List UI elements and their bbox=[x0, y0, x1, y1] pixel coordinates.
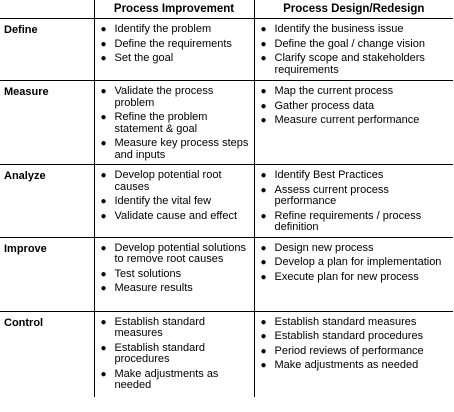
list-item-text: Map the current process bbox=[274, 85, 394, 97]
list-item-text: Develop potential solutions to remove root causes bbox=[114, 241, 246, 265]
list-item-text: Validate cause and effect bbox=[114, 209, 238, 222]
list-item bbox=[95, 196, 254, 208]
bullet-icon: ● bbox=[260, 100, 267, 112]
process-design-cell bbox=[254, 237, 453, 311]
list-item-text: Establish standard measures bbox=[274, 315, 417, 328]
bullet-icon: ● bbox=[260, 271, 267, 283]
bullet-list bbox=[255, 24, 454, 76]
list-item bbox=[255, 24, 454, 36]
bullet-list bbox=[255, 243, 454, 284]
bullet-icon: ● bbox=[100, 196, 107, 207]
list-item-text: Measure current performance bbox=[274, 114, 420, 126]
phase-label: Measure bbox=[0, 81, 94, 165]
list-item-text: Set the goal bbox=[114, 52, 174, 64]
bullet-icon: ● bbox=[260, 53, 267, 64]
process-improvement-cell bbox=[94, 81, 254, 165]
list-item-text: Establish standard procedures bbox=[274, 330, 424, 342]
process-improvement-cell bbox=[94, 311, 254, 397]
list-item-text: Make adjustments as needed bbox=[274, 359, 419, 371]
list-item bbox=[255, 170, 454, 182]
list-item bbox=[255, 86, 454, 98]
list-item bbox=[255, 101, 454, 113]
list-item bbox=[255, 331, 454, 343]
row-improve bbox=[0, 237, 453, 311]
bullet-list bbox=[95, 243, 254, 295]
list-item-text: Test solutions bbox=[114, 267, 182, 280]
bullet-icon: ● bbox=[100, 242, 107, 254]
header-process-design: Process Design/Redesign bbox=[254, 0, 453, 19]
process-improvement-cell bbox=[94, 19, 254, 81]
bullet-icon: ● bbox=[100, 38, 107, 50]
bullet-icon: ● bbox=[100, 268, 107, 280]
bullet-list bbox=[95, 24, 254, 65]
list-item-text: Define the requirements bbox=[114, 37, 232, 50]
list-item-text: Make adjustments as needed bbox=[114, 367, 219, 391]
bullet-list bbox=[95, 170, 254, 222]
row-analyze bbox=[0, 165, 453, 238]
bullet-list bbox=[95, 86, 254, 161]
header-phase bbox=[0, 0, 94, 19]
bullet-list bbox=[95, 317, 254, 392]
bullet-icon: ● bbox=[260, 242, 267, 254]
bullet-icon: ● bbox=[260, 331, 267, 342]
list-item-text: Design new process bbox=[274, 241, 374, 254]
bullet-icon: ● bbox=[260, 184, 267, 196]
list-item bbox=[255, 39, 454, 51]
list-item-text: Execute plan for new process bbox=[274, 270, 419, 283]
phase-label: Define bbox=[0, 19, 94, 81]
bullet-icon: ● bbox=[100, 342, 107, 354]
list-item bbox=[255, 185, 454, 208]
list-item bbox=[95, 24, 254, 36]
list-item bbox=[255, 272, 454, 284]
row-measure bbox=[0, 81, 453, 165]
list-item bbox=[95, 138, 254, 161]
list-item-text: Assess current process performance bbox=[274, 183, 389, 207]
phase-label: Analyze bbox=[0, 165, 94, 238]
bullet-list bbox=[255, 86, 454, 127]
bullet-icon: ● bbox=[100, 316, 107, 328]
bullet-icon: ● bbox=[260, 316, 267, 328]
list-item bbox=[95, 317, 254, 340]
row-control bbox=[0, 311, 453, 397]
list-item bbox=[95, 112, 254, 135]
list-item-text: Measure key process steps and inputs bbox=[114, 137, 249, 161]
list-item-text: Identify Best Practices bbox=[274, 169, 384, 181]
list-item-text: Refine the problem statement & goal bbox=[114, 111, 208, 135]
list-item-text: Refine requirements / process definition bbox=[274, 209, 422, 233]
list-item bbox=[95, 369, 254, 392]
bullet-icon: ● bbox=[100, 283, 107, 294]
bullet-icon: ● bbox=[100, 368, 107, 380]
list-item bbox=[255, 243, 454, 255]
list-item bbox=[95, 39, 254, 51]
phase-label: Improve bbox=[0, 237, 94, 311]
list-item-text: Gather process data bbox=[274, 99, 375, 112]
bullet-icon: ● bbox=[260, 115, 267, 126]
list-item-text: Measure results bbox=[114, 282, 193, 294]
list-item bbox=[255, 257, 454, 269]
bullet-icon: ● bbox=[100, 170, 107, 181]
bullet-icon: ● bbox=[260, 257, 267, 268]
list-item bbox=[255, 53, 454, 76]
list-item bbox=[95, 269, 254, 281]
bullet-icon: ● bbox=[100, 112, 107, 123]
bullet-icon: ● bbox=[260, 360, 267, 371]
list-item bbox=[255, 346, 454, 358]
list-item bbox=[255, 317, 454, 329]
list-item bbox=[95, 211, 254, 223]
phase-label: Control bbox=[4, 316, 44, 329]
list-item-text: Identify the vital few bbox=[114, 195, 212, 207]
list-item-text: Clarify scope and stakeholders requirements bbox=[274, 52, 425, 76]
bullet-list bbox=[255, 170, 454, 234]
list-item bbox=[95, 243, 254, 266]
process-design-cell bbox=[254, 165, 453, 238]
bullet-icon: ● bbox=[100, 24, 107, 35]
list-item-text: Establish standard procedures bbox=[114, 341, 205, 365]
row-define bbox=[0, 19, 453, 81]
list-item bbox=[95, 343, 254, 366]
bullet-icon: ● bbox=[100, 210, 107, 222]
bullet-icon: ● bbox=[100, 86, 107, 97]
bullet-icon: ● bbox=[100, 138, 107, 149]
process-improvement-cell bbox=[94, 165, 254, 238]
list-item bbox=[95, 283, 254, 295]
list-item bbox=[95, 170, 254, 193]
list-item-text: Define the goal / change vision bbox=[274, 37, 425, 50]
list-item-text: Develop a plan for implementation bbox=[274, 256, 442, 268]
header-row bbox=[0, 0, 453, 19]
process-design-cell bbox=[254, 311, 453, 397]
bullet-icon: ● bbox=[260, 345, 267, 357]
bullet-list bbox=[255, 317, 454, 372]
list-item-text: Develop potential root causes bbox=[114, 169, 222, 193]
list-item-text: Validate the process problem bbox=[114, 85, 214, 109]
list-item-text: Identify the problem bbox=[114, 23, 212, 35]
bullet-icon: ● bbox=[100, 53, 107, 64]
list-item bbox=[255, 211, 454, 234]
list-item bbox=[95, 53, 254, 65]
process-improvement-cell bbox=[94, 237, 254, 311]
process-design-cell bbox=[254, 19, 453, 81]
bullet-icon: ● bbox=[260, 24, 267, 35]
bullet-icon: ● bbox=[260, 86, 267, 97]
bullet-icon: ● bbox=[260, 170, 267, 181]
bullet-icon: ● bbox=[260, 38, 267, 50]
list-item bbox=[255, 360, 454, 372]
list-item-text: Period reviews of performance bbox=[274, 344, 424, 357]
bullet-icon: ● bbox=[260, 210, 267, 222]
header-process-improvement: Process Improvement bbox=[94, 0, 254, 19]
process-design-cell bbox=[254, 81, 453, 165]
list-item bbox=[95, 86, 254, 109]
list-item-text: Establish standard measures bbox=[114, 315, 205, 339]
list-item-text: Identify the business issue bbox=[274, 23, 404, 35]
list-item bbox=[255, 115, 454, 127]
